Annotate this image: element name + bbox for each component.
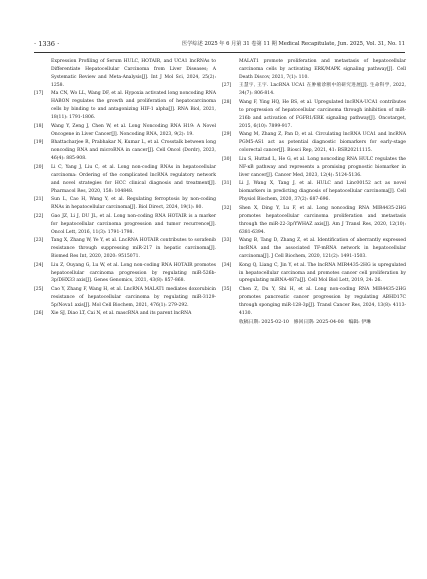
reference-number: [24]: [34, 262, 44, 268]
reference-item: [34, 123, 216, 139]
reference-text: Tang X, Zhang W, Ye Y, et al. LncRNA HOTAIR contributes to sorafenib resistance through suppressing miR-217 in hepatic carcinoma[J]. Biomed Res Int, 2020, 2020: 9515071.: [51, 238, 216, 260]
received-revised-dates: 收稿日期: 2025-02-10 修回日期: 2025-04-08 编辑: 伊琳: [239, 319, 371, 325]
reference-continuation: [34, 58, 216, 90]
reference-number: [23]: [34, 238, 44, 244]
reference-list: [34, 90, 216, 318]
reference-text: 王慧宇, 王宇. LncRNA UCA1 在肿瘤诊断中的研究进展[J]. 生命科学, 2022, 34(7): 806-814.: [239, 83, 406, 97]
reference-number: [22]: [34, 213, 44, 219]
reference-number: [19]: [34, 140, 44, 146]
page-header: [34, 40, 405, 53]
reference-item: [222, 180, 406, 204]
reference-text: Li J, Wang X, Tang J, et al. HULC and Linc00152 act as novel biomarkers in predicting diagnosis of hepatocellular carcinoma[J]. Cell Physiol Biochem, 2020, 37(2): 687-696.: [239, 181, 406, 203]
reference-item: [34, 262, 216, 286]
reference-text: Kong Q, Liang C, Jin Y, et al. The lncRNA MIR4435-2HG is upregulated in hepatocellular carcinoma and promotes cancer cell proliferation by upregulating miRNA-487a[J]. Cell Mol Biol Lett, 2019, 24: 26.: [239, 262, 406, 284]
reference-text: Expression Profiling of Serum HULC, HOTAIR, and UCA1 lncRNAs to Differentiate Hepatocellular Carcinoma from Liver Diseases; A Systematic Review and Meta-Analysis[J]. Int J Mol Sci, 2024, 25(2): 1258.: [51, 59, 216, 88]
reference-number: [34]: [222, 262, 232, 268]
reference-number: [20]: [34, 164, 44, 170]
reference-item: [222, 286, 406, 318]
reference-text: Xie SJ, Diao LT, Cai N, et al. mascRNA and its parent lncRNA: [51, 311, 192, 317]
reference-item: [34, 196, 216, 212]
reference-text: Wang M, Zhang Z, Pan D, et al. Circulating lncRNA UCA1 and lncRNA PGM5-AS1 act as potential diagnostic biomarkers for early-stage colorectal cancer[J]. Biosci Rep, 2021, 41: BSR20211115.: [239, 132, 406, 154]
reference-item: [222, 156, 406, 180]
reference-number: [33]: [222, 238, 232, 244]
reference-text: Bhattacharjee R, Prabhakar N, Kumar L, et al. Crosstalk between long noncoding RNA and microRNA in cancer[J]. Cell Oncol (Dordr), 2023, 46(4): 885-908.: [51, 140, 216, 162]
reference-text: Gao JZ, Li J, DU JL, et al. Long non-coding RNA HOTAIR is a marker for hepatocellular carcinoma progression and tumor recurrence[J]. Oncol Lett, 2016, 11(3): 1791-1798.: [51, 213, 216, 235]
reference-item: [222, 205, 406, 237]
reference-number: [32]: [222, 205, 232, 211]
reference-list: [222, 82, 406, 317]
reference-continuation: [222, 58, 406, 82]
reference-number: [35]: [222, 287, 232, 293]
reference-item: [222, 82, 406, 98]
journal-running-head: 医学综述 2025 年 6 月第 31 卷第 11 期 Medical Recapitulate, Jun. 2025, Vol. 31, No. 11: [182, 41, 405, 47]
reference-text: Shen X, Ding Y, Lu F, et al. Long noncoding RNA MIR4435-2HG promotes hepatocellular carcinoma proliferation and metastasis through the miR-22-3p/YWHAZ axis[J]. Am J Transl Res, 2020, 12(10): 6381-6394.: [239, 205, 406, 235]
reference-number: [29]: [222, 132, 232, 138]
reference-text: Wang Y, Zeng J, Chen W, et al. Long Noncoding RNA H19: A Novel Oncogene in Liver Cancer[J]. Noncoding RNA, 2023, 9(2): 19.: [51, 123, 216, 137]
reference-text: Cao Y, Zhang F, Wang H, et al. LncRNA MALAT1 mediates doxorubicin resistance of hepatocellular carcinoma by regulating miR-3129-5p/Nova1 axis[J]. Mol Cell Biochem, 2021, 476(1): 279-292.: [51, 287, 216, 308]
reference-number: [28]: [222, 99, 232, 105]
reference-text: MALAT1 promote proliferation and metastasis of hepatocellular carcinoma cells by activating ERK/MAPK signaling pathway[J]. Cell Death Discov, 2021, 7(1): 110.: [239, 59, 406, 80]
reference-text: Li C, Yang J, Liu C, et al. Long non-coding RNAs in hepatocellular carcinoma: Ordering of the complicated lncRNA regulatory network and novel strategies for HCC clinical diagnosis and treatment[J]. Pharmacol Res, 2020, 158: 104848.: [51, 164, 216, 194]
reference-item: [222, 131, 406, 155]
reference-number: [30]: [222, 156, 232, 162]
reference-number: [27]: [222, 83, 232, 89]
reference-item: [34, 90, 216, 122]
reference-item: [222, 237, 406, 261]
reference-text: Liu S, Huttad L, He G, et al. Long noncoding RNA HULC regulates the NF-κB pathway and represents a promising prognostic biomarker in liver cancer[J]. Cancer Med, 2023, 12(4): 5124-5136.: [239, 156, 406, 178]
reference-item: [222, 99, 406, 131]
reference-text: Sun L, Cao H, Wang Y, et al. Regulating ferroptosis by non-coding RNAs in hepatocellular carcinoma[J]. Biol Direct, 2024, 19(1): 80.: [51, 197, 216, 211]
reference-number: [18]: [34, 123, 44, 129]
left-reference-column: [34, 58, 216, 319]
reference-item: [34, 139, 216, 163]
reference-item: [34, 213, 216, 237]
reference-item: [34, 286, 216, 310]
reference-item: [34, 310, 216, 318]
reference-item: [222, 262, 406, 286]
reference-item: [34, 237, 216, 261]
reference-item: [34, 164, 216, 196]
reference-text: Wang F, Ying HQ, He BS, et al. Upregulated lncRNA-UCA1 contributes to progression of hepatocellular carcinoma through inhibition of miR-216b and activation of FGFR1/ERK signaling pathway[J]. Oncotarget, 2015, 6(10): 7899-917.: [239, 99, 406, 129]
reference-text: Chen Z, Du Y, Shi H, et al. Long non-coding RNA MIR4435-2HG promotes pancreatic cancer progression by regulating ABHD17C through sponging miR-128-3p[J]. Transl Cancer Res, 2024, 13(8): 4113-4130.: [239, 287, 406, 316]
reference-text: Wang B, Tang D, Zhang Z, et al. Identification of aberrantly expressed lncRNA and the associated TF-mRNA network in hepatocellular carcinoma[J]. J Cell Biochem, 2020, 121(2): 1491-1503.: [239, 238, 406, 260]
right-reference-column: [222, 58, 406, 327]
reference-number: [25]: [34, 287, 44, 293]
reference-text: Liu Z, Ouyang G, Lu W, et al. Long non-coding RNA HOTAIR promotes hepatocellular carcinoma progression by regulating miR-526b-3p/DHX33 axis[J]. Genes Genomics, 2021, 43(8): 857-868.: [51, 262, 216, 284]
page-number: · 1336 ·: [34, 40, 60, 48]
reference-number: [31]: [222, 181, 232, 187]
reference-number: [26]: [34, 311, 44, 317]
reference-number: [17]: [34, 91, 44, 97]
reference-number: [21]: [34, 197, 44, 203]
reference-text: Ma CN, Wo LL, Wang DF, et al. Hypoxia activated long noncoding RNA HABON regulates the growth and proliferation of hepatocarcinoma cells by binding to and antagonizing HIF-1 alpha[J]. RNA Biol, 2021, 18(11): 1791-1806.: [51, 91, 216, 121]
